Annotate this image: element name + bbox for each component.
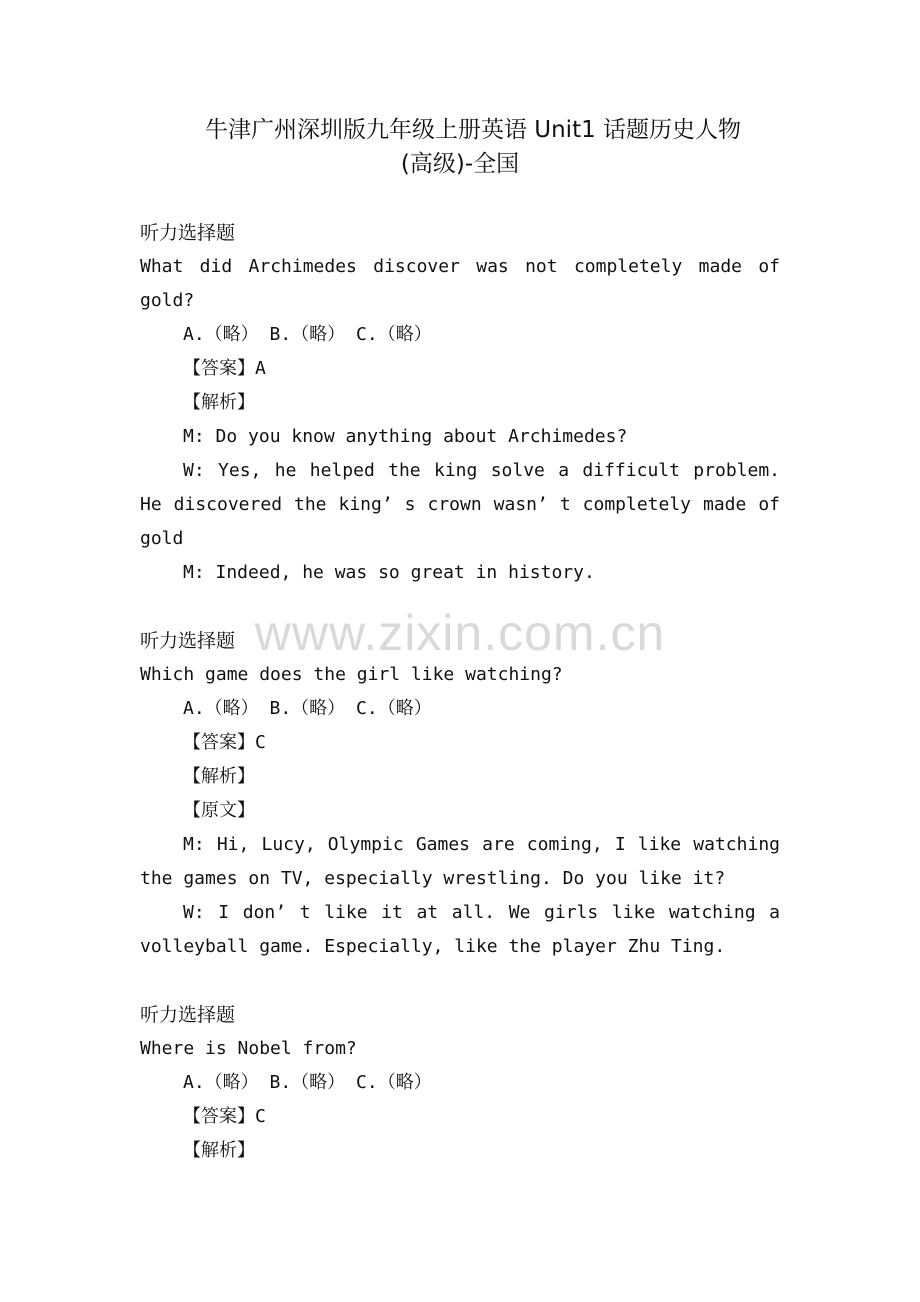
question-text: Which game does the girl like watching? bbox=[140, 664, 563, 685]
dialogue-line: W: I don’ t like it at all. We girls like watching a bbox=[183, 902, 780, 923]
answer-key: 【答案】C bbox=[183, 1106, 266, 1127]
analysis-label: 【解析】 bbox=[183, 766, 255, 787]
answer-options: A.（略） B.（略） C.（略） bbox=[183, 698, 432, 719]
dialogue-line: He discovered the king’ s crown wasn’ t completely made of bbox=[140, 494, 780, 515]
dialogue-line: M: Indeed, he was so great in history. bbox=[183, 562, 595, 583]
dialogue-line: W: Yes, he helped the king solve a difficult problem. bbox=[183, 460, 780, 481]
question-type-heading: 听力选择题 bbox=[140, 630, 236, 652]
original-text-label: 【原文】 bbox=[183, 800, 255, 821]
dialogue-line: M: Do you know anything about Archimedes? bbox=[183, 426, 628, 447]
watermark-text: www.zixin.com.cn bbox=[254, 605, 666, 661]
document-title-line-1: 牛津广州深圳版九年级上册英语 Unit1 话题历史人物 bbox=[204, 117, 742, 143]
answer-key: 【答案】A bbox=[183, 358, 266, 379]
question-text: gold? bbox=[140, 290, 195, 311]
question-text: Where is Nobel from? bbox=[140, 1038, 357, 1059]
dialogue-line: volleyball game. Especially, like the player Zhu Ting. bbox=[140, 936, 726, 957]
analysis-label: 【解析】 bbox=[183, 392, 255, 413]
dialogue-line: M: Hi, Lucy, Olympic Games are coming, I like watching bbox=[183, 834, 780, 855]
question-type-heading: 听力选择题 bbox=[140, 222, 236, 244]
question-type-heading: 听力选择题 bbox=[140, 1004, 236, 1026]
answer-key: 【答案】C bbox=[183, 732, 266, 753]
question-text: What did Archimedes discover was not completely made of bbox=[140, 256, 780, 277]
dialogue-line: the games on TV, especially wrestling. Do you like it? bbox=[140, 868, 726, 889]
analysis-label: 【解析】 bbox=[183, 1140, 255, 1161]
document-title-line-2: (高级)-全国 bbox=[400, 151, 520, 177]
answer-options: A.（略） B.（略） C.（略） bbox=[183, 324, 432, 345]
dialogue-line: gold bbox=[140, 528, 184, 549]
answer-options: A.（略） B.（略） C.（略） bbox=[183, 1072, 432, 1093]
